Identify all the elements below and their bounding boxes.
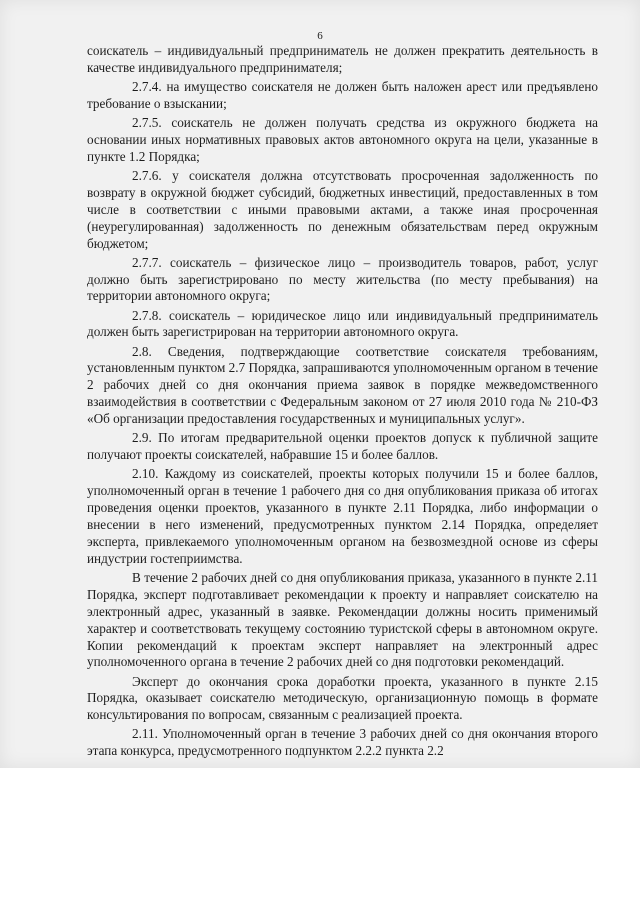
paragraph-2-7-5: 2.7.5. соискатель не должен получать средства из окружного бюджета на основании иных нормативных правовых актов автономного округа на цели, указанные в пункте 1.2 Порядка; [87,115,598,164]
blank-area [0,768,640,905]
page-number: 6 [317,30,323,42]
paragraph-expert-assistance: Эксперт до окончания срока доработки проекта, указанного в пункте 2.15 Порядка, оказывает соискателю методическую, организационную помощь в формате консультирования по вопросам, связанным с реализацией проекта. [87,673,598,723]
paragraph-expert-recommendations: В течение 2 рабочих дней со дня опубликования приказа, указанного в пункте 2.11 Порядка, эксперт подготавливает рекомендации к проекту и направляет соискателю на электронный адрес, указанный в заявке. Рекомендации должны носить применимый характер и соответствовать текущему состоянию туристской сферы в автономном округе. Копии рекомендаций к проектам эксперт направляет на электронный адрес уполномоченного органа в течение 2 рабочих дней со дня подготовки рекомендаций. [87,569,598,670]
paragraph-2-11: 2.11. Уполномоченный орган в течение 3 рабочих дней со дня окончания второго этапа конкурса, предусмотренного подпунктом 2.2.2 пункта 2.2 [87,726,598,759]
paragraph-2-7-6: 2.7.6. у соискателя должна отсутствовать просроченная задолженность по возврату в окружной бюджет субсидий, бюджетных инвестиций, предоставленных в том числе в соответствии с иными правовыми актами, а также иная просроченная (неурегулированная) задолженность по денежным обязательствам перед окружным бюджетом; [87,167,598,251]
paragraph-2-7-7: 2.7.7. соискатель – физическое лицо – производитель товаров, работ, услуг должно быть зарегистрировано по месту жительства (по месту пребывания) на территории автономного округа; [87,254,598,304]
paragraph-2-7-8: 2.7.8. соискатель – юридическое лицо или индивидуальный предприниматель должен быть зарегистрирован на территории автономного округа. [87,307,598,340]
paragraph-2-10: 2.10. Каждому из соискателей, проекты которых получили 15 и более баллов, уполномоченный орган в течение 1 рабочего дня со дня опубликования приказа об итогах проведения оценки проектов, указанного в пункте 2.11 Порядка, либо информации о внесении в него изменений, предусмотренных пунктом 2.14 Порядка, определяет эксперта, привлекаемого уполномоченным органом на безвозмездной основе из сферы индустрии гостеприимства. [87,466,598,566]
paragraph-continuation: соискатель – индивидуальный предприниматель не должен прекратить деятельность в качестве индивидуального предпринимателя; [87,43,598,75]
paragraph-2-9: 2.9. По итогам предварительной оценки проектов допуск к публичной защите получают проекты соискателей, набравшие 15 и более баллов. [87,430,598,463]
document-body [87,43,598,762]
paragraph-2-7-4: 2.7.4. на имущество соискателя не должен быть наложен арест или предъявлено требование о взыскании; [87,79,598,111]
paragraph-2-8: 2.8. Сведения, подтверждающие соответствие соискателя требованиям, установленным пунктом 2.7 Порядка, запрашиваются уполномоченным органом в течение 2 рабочих дней со дня окончания приема заявок в порядке межведомственного взаимодействия в соответствии с Федеральным законом от 27 июля 2010 года № 210-ФЗ «Об организации предоставления государственных и муниципальных услуг». [87,343,598,427]
